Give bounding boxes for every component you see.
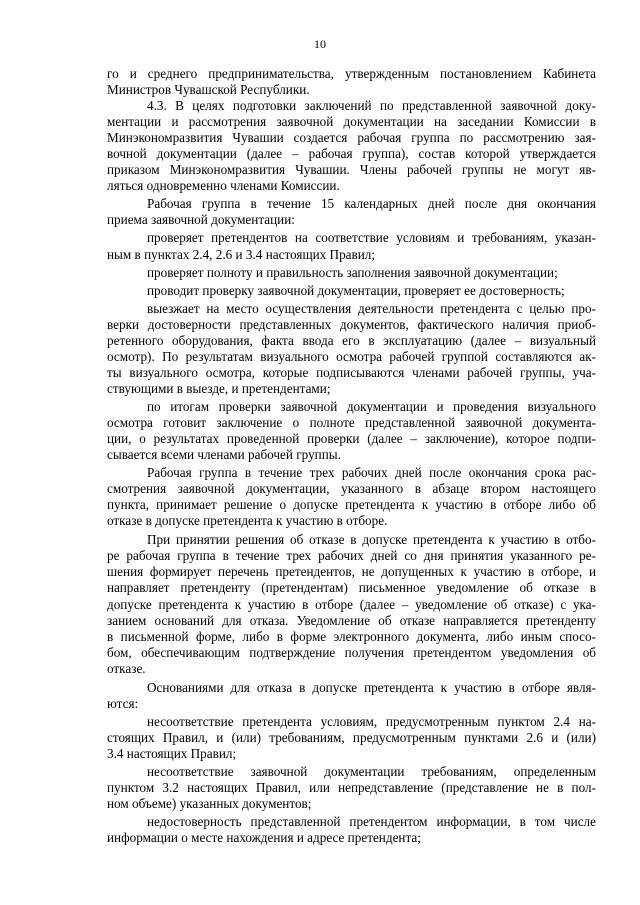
text-line: несоответствие заявочной документации требованиям, определенным	[147, 763, 596, 779]
text-line: выезжает на место осуществления деятельности претендента с целью про-	[147, 300, 596, 316]
paragraph	[107, 301, 596, 397]
text-line: отказе в допуске претендента к участию в отборе.	[107, 513, 388, 529]
text-line: ляться одновременно членами Комиссии.	[107, 178, 340, 194]
text-line: ретенного оборудования, факта ввода его в эксплуатацию (далее – визуальный	[107, 332, 596, 348]
paragraph	[107, 399, 596, 463]
paragraph	[107, 814, 596, 846]
text-line: верки достоверности представленных документов, фактического наличия приоб-	[107, 316, 596, 332]
paragraph	[107, 764, 596, 812]
text-line: занием оснований для отказа. Уведомление об отказе направляется претенденту	[107, 612, 596, 628]
text-line: ты визуального осмотра, которые подписываются членами рабочей группы, уча-	[107, 364, 596, 380]
text-line: ются:	[107, 695, 139, 711]
text-line: проверяет полноту и правильность заполнения заявочной документации;	[147, 264, 558, 280]
text-line: осмотр). По результатам визуального осмотра рабочей группой составляются ак-	[107, 348, 596, 364]
text-line: по итогам проверки заявочной документации и проведения визуального	[147, 398, 596, 414]
text-line: проводит проверку заявочной документации, проверяет ее достоверность;	[147, 282, 565, 298]
text-line: Основаниями для отказа в допуске претендента к участию в отборе явля-	[147, 679, 596, 695]
paragraph	[107, 66, 596, 98]
text-line: проверяет претендентов на соответствие условиям и требованиям, указан-	[147, 230, 596, 246]
text-line: 4.3. В целях подготовки заключений по представленной заявочной доку-	[147, 98, 596, 114]
text-line: Минэкономразвития Чувашии создается рабочая группа по рассмотрению зая-	[107, 130, 596, 146]
text-line: пунктом 3.2 настоящих Правил, или непредставление (представление не в пол-	[107, 780, 596, 796]
text-line: информации о месте нахождения и адресе претендента;	[107, 830, 421, 846]
document-body	[107, 66, 596, 846]
text-line: пункта, принимает решение о допуске претендента к участию в отборе либо об	[107, 497, 596, 513]
text-line: Министров Чувашской Республики.	[107, 82, 310, 98]
paragraph	[107, 196, 596, 228]
text-line: несоответствие претендента условиям, предусмотренным пунктом 2.4 на-	[147, 713, 596, 729]
text-line: го и среднего предпринимательства, утвержденным постановлением Кабинета	[107, 66, 596, 81]
text-line: осмотра готовит заключение о полноте представленной заявочной документа-	[107, 414, 596, 430]
page-number: 10	[314, 37, 326, 51]
paragraph	[107, 714, 596, 762]
text-line: ментации и рассмотрения заявочной документации на заседании Комиссии в	[107, 114, 596, 130]
text-line: допуске претендента к участию в отборе (далее – уведомление об отказе) с ука-	[107, 596, 596, 612]
paragraph	[107, 465, 596, 529]
text-line: ным в пунктах 2.4, 2.6 и 3.4 настоящих Правил;	[107, 246, 376, 262]
text-line: ном объеме) указанных документов;	[107, 796, 312, 812]
text-line: бом, обеспечивающим подтверждение получения претендентом уведомления об	[107, 644, 596, 660]
text-line: недостоверность представленной претендентом информации, в том числе	[147, 814, 596, 830]
text-line: Рабочая группа в течение трех рабочих дней после окончания срока рас-	[147, 465, 596, 481]
text-line: вочной документации (далее – рабочая группа), состав которой утверждается	[107, 146, 596, 162]
text-line: приказом Минэкономразвития Чувашии. Члены рабочей группы не могут яв-	[107, 162, 596, 178]
text-line: ре рабочая группа в течение трех рабочих дней со дня принятия указанного ре-	[107, 548, 596, 564]
text-line: 3.4 настоящих Правил;	[107, 745, 237, 761]
text-line: стоящих Правил, и (или) требованиям, предусмотренным пунктами 2.6 и (или)	[107, 729, 596, 745]
text-line: Рабочая группа в течение 15 календарных дней после дня окончания	[147, 196, 596, 212]
text-line: ствующими в выезде, и претендентами;	[107, 380, 331, 396]
text-line: ции, о результатах проведенной проверки (далее – заключение), которое подпи-	[107, 431, 596, 447]
text-line: отказе.	[107, 660, 146, 676]
paragraph	[107, 680, 596, 712]
paragraph	[107, 98, 596, 194]
paragraph	[107, 265, 596, 281]
text-line: сывается всеми членами рабочей группы.	[107, 447, 341, 463]
paragraph	[107, 532, 596, 676]
text-line: приема заявочной документации:	[107, 212, 295, 228]
text-line: направляет претенденту (претендентам) письменное уведомление об отказе в	[107, 580, 596, 596]
text-line: При принятии решения об отказе в допуске претендента к участию в отбо-	[147, 532, 596, 548]
paragraph	[107, 283, 596, 299]
text-line: смотрения заявочной документации, указанного в абзаце втором настоящего	[107, 481, 596, 497]
text-line: в письменной форме, либо в форме электронного документа, либо иным спосо-	[107, 628, 596, 644]
text-line: шения формирует перечень претендентов, не допущенных к участию в отборе, и	[107, 564, 596, 580]
paragraph	[107, 230, 596, 262]
